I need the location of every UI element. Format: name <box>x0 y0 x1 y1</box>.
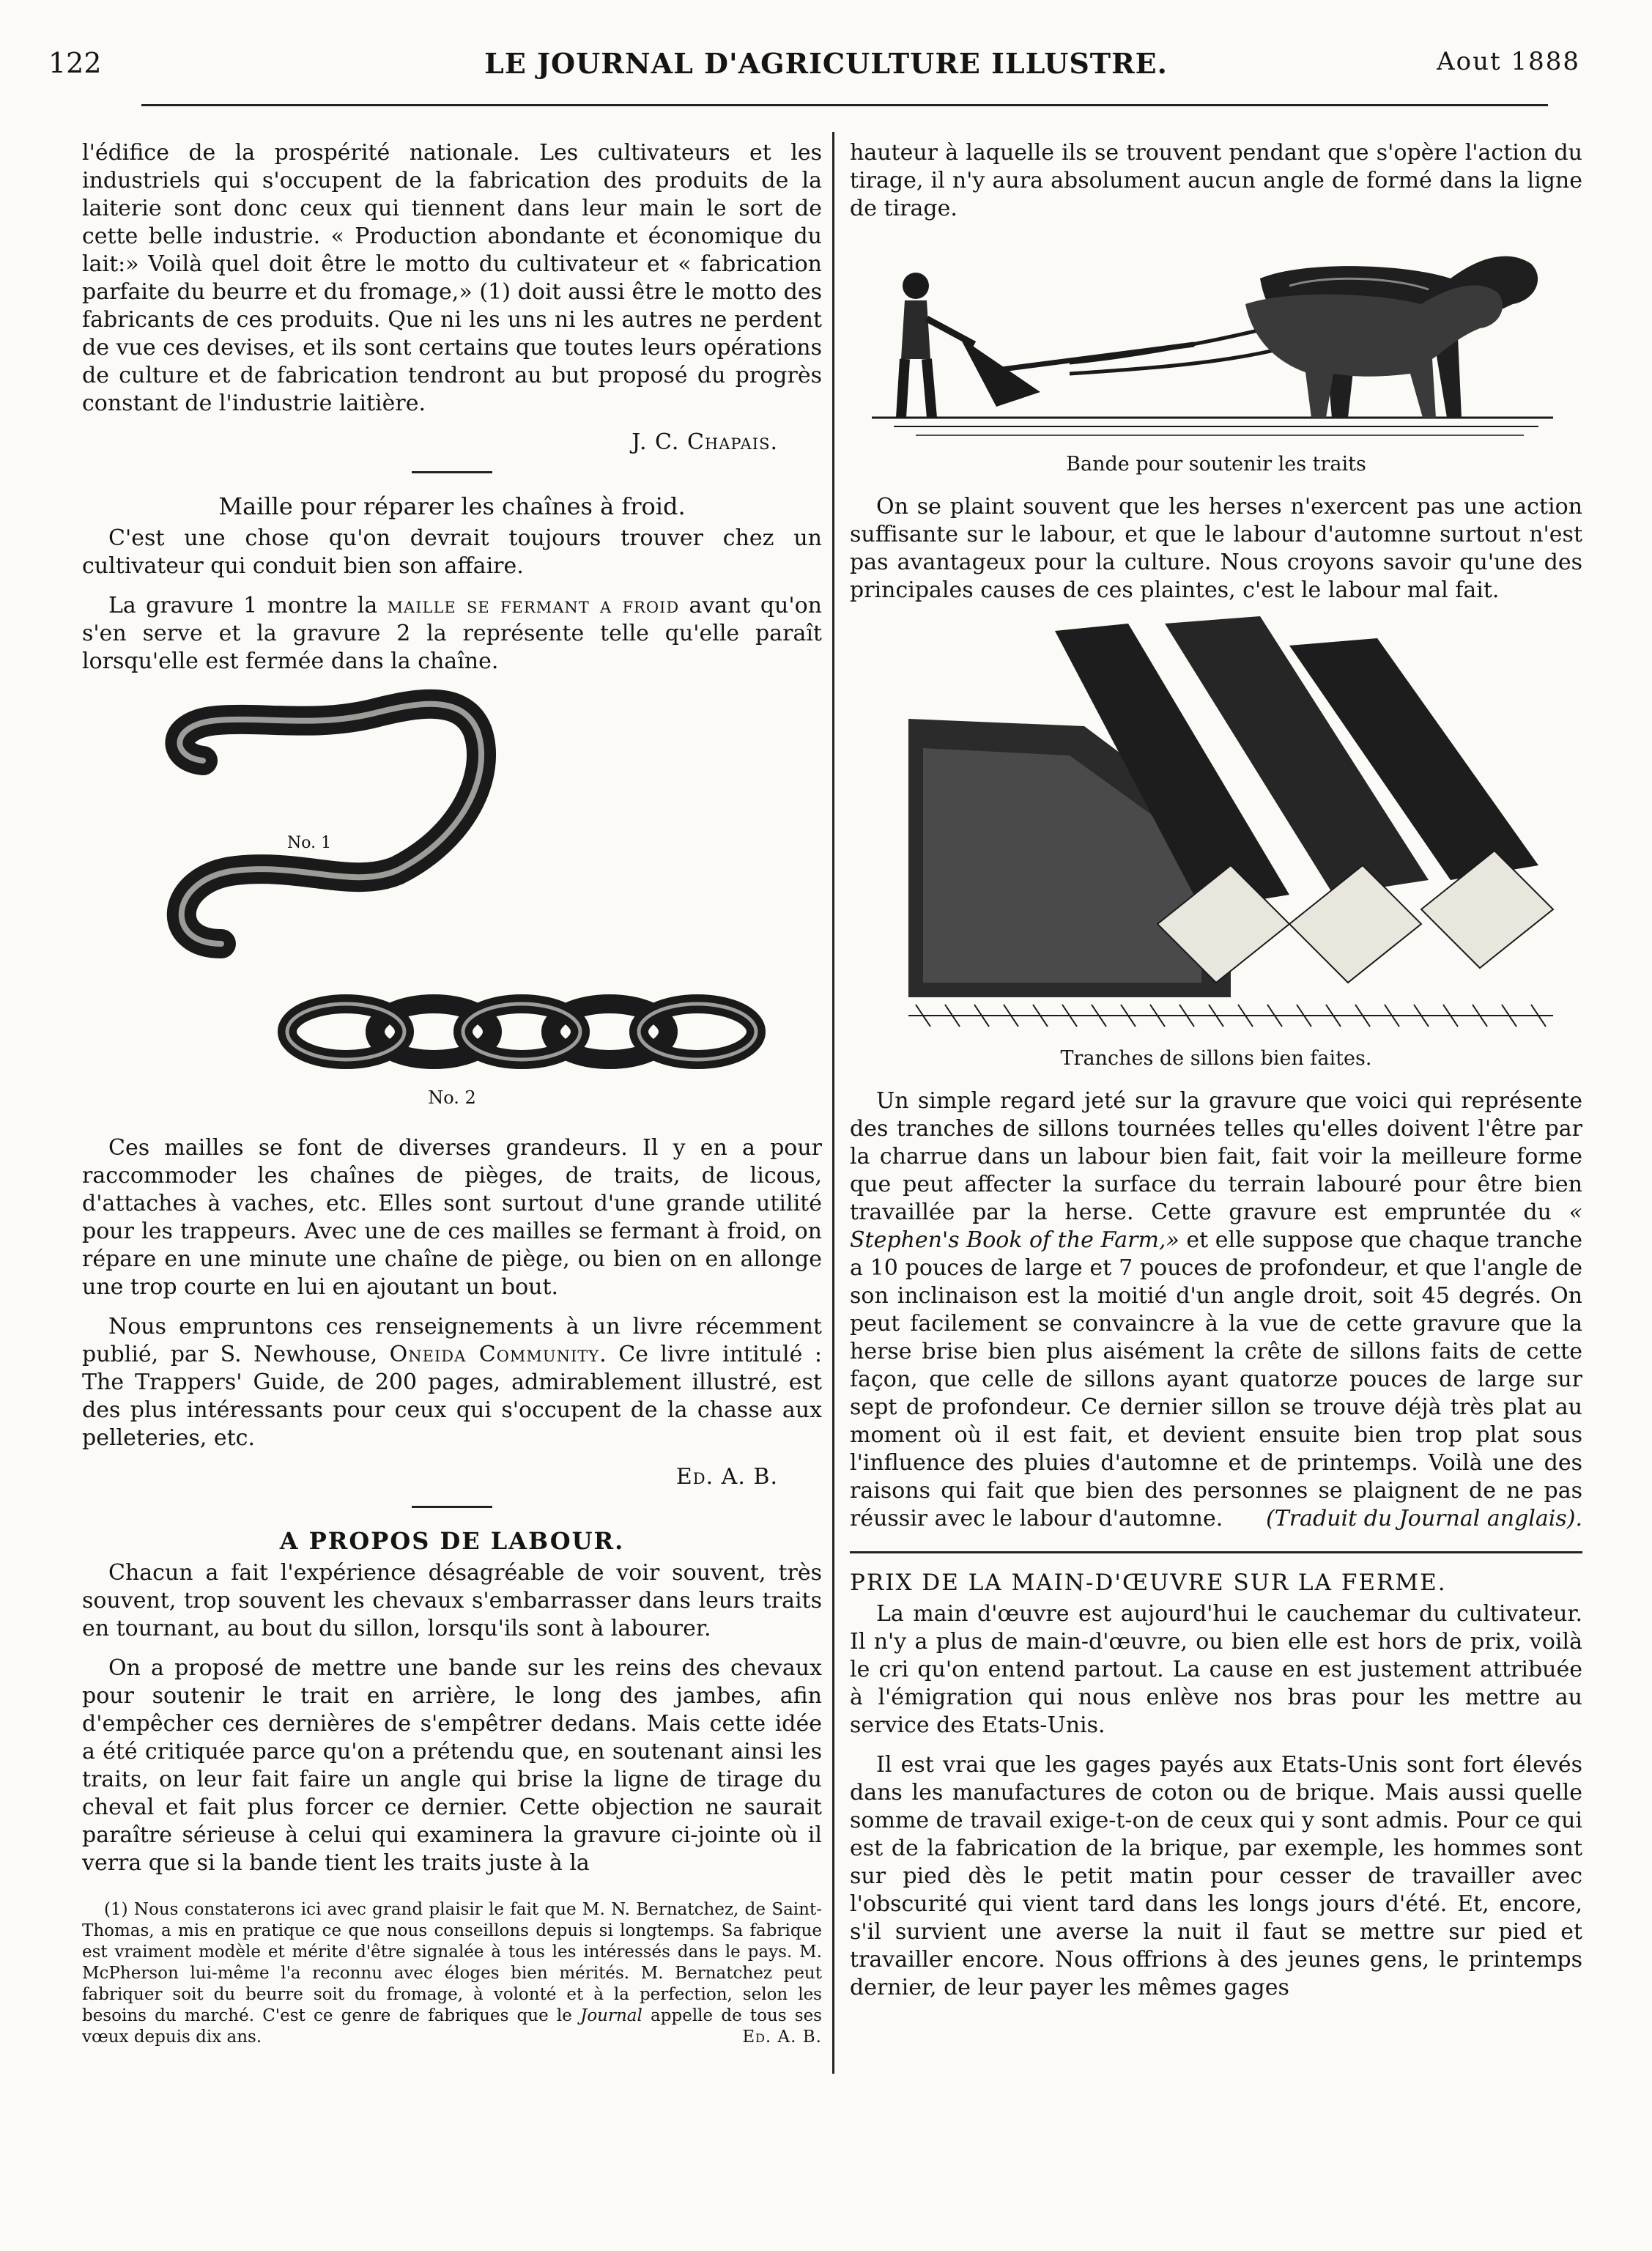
column-divider <box>832 132 834 2074</box>
figure-1-label: No. 1 <box>287 834 332 852</box>
maille-paragraph-3: Ces mailles se font de diverses grandeurs. Il y en a pour raccommoder les chaînes de pièges, de traits, de licous, d'attaches à vaches, etc. Elles sont surtout d'une grande utilité pour les trappeurs. Avec une de ces mailles se fermant à froid, on répare en une minute une chaîne de piège, ou bien on en allonge une trop courte en lui en ajoutant un bout. <box>82 1135 822 1300</box>
plough-horses-illustration <box>850 234 1582 447</box>
page-number: 122 <box>48 47 102 79</box>
section-rule <box>412 471 492 473</box>
furrow-figure-caption: Tranches de sillons bien faites. <box>1060 1047 1372 1070</box>
plough-figure-caption: Bande pour soutenir les traits <box>1066 453 1366 476</box>
figure-chain <box>82 980 822 1083</box>
maille-paragraph-4: Nous empruntons ces renseignements à un livre récemment publié, par S. Newhouse, Oneida Community. Ce livre intitulé : The Trappers' Guide, de 200 pages, admirablement illustré, est des plus intéressants pour ceux qui s'occupent de la chasse aux pelleteries, etc. <box>82 1314 822 1451</box>
section-rule-long <box>850 1551 1582 1553</box>
labour-continuation: hauteur à laquelle ils se trouvent pendant que s'opère l'action du tirage, il n'y aura absolument aucun angle de formé dans la ligne de tirage. <box>850 140 1582 221</box>
figure-2-label: No. 2 <box>428 1087 476 1108</box>
labour-paragraph-4: Un simple regard jeté sur la gravure que voici qui représente des tranches de sillons tournées telles qu'elles doivent l'être par la charrue dans un labour bien fait, fait voir la meilleure forme que peut affecter la surface du terrain labouré pour être bien travaillée par la herse. Cette gravure est empruntée du « Stephen's Book of the Farm,» et elle suppose que chaque tranche a 10 pouces de large et 7 pouces de profondeur, et que l'angle de son inclinaison est la moitié d'un angle droit, soit 45 degrés. On peut facilement se convaincre à la vue de cette gravure que la herse brise bien plus aisément la crête de sillons faits de cette façon, que celle de sillons ayant quatorze pouces de large sur sept de profondeur. Ce dernier sillon se trouve déjà très plat au moment où il est fait, et devient ensuite bien trop plat sous l'influence des pluies d'automne et de printemps. Voilà une des raisons qui fait que bien des personnes se plaignent de ne pas réussir avec le labour d'automne. (Traduit du Journal anglais). <box>850 1088 1582 1531</box>
section-rule <box>412 1506 492 1508</box>
article-title-maille: Maille pour réparer les chaînes à froid. <box>218 492 686 520</box>
prix-paragraph-1: La main d'œuvre est aujourd'hui le cauchemar du cultivateur. Il n'y a plus de main-d'œuvre, ou bien elle est hors de prix, voilà le cri qu'on entend partout. La cause en est justement attribuée à l'émigration qui nous enlève nos bras pour les mettre au service des Etats-Unis. <box>850 1601 1582 1738</box>
closed-chain-illustration <box>82 980 822 1083</box>
footnote <box>82 1899 822 2048</box>
furrow-slices-illustration <box>850 616 1582 1041</box>
signature-ed-ab: Ed. A. B. <box>675 1464 778 1490</box>
intro-paragraph: l'édifice de la prospérité nationale. Les cultivateurs et les industriels qui s'occupent de la fabrication des produits de la laiterie sont donc ceux qui tiennent dans leur main le sort de cette belle industrie. « Production abondante et économique du lait:» Voilà quel doit être le motto du cultivateur et « fabrication parfaite du beurre et du fromage,» (1) doit aussi être le motto des fabricants de ces produits. Que ni les uns ni les autres ne perdent de vue ces devises, et ils sont certains que toutes leurs opérations de culture et de fabrication tendront au but proposé du progrès constant de l'industrie laitière. <box>82 140 822 416</box>
figure-open-link <box>82 687 822 980</box>
footnote-text: (1) Nous constaterons ici avec grand plaisir le fait que M. N. Bernatchez, de Saint-Thomas, a mis en pratique ce que nous conseillons depuis si longtemps. Sa fabrique est vraiment modèle et mérite d'être signalée à tous les intéressés dans le pays. M. McPherson lui-même l'a reconnu avec éloges bien mérités. M. Bernatchez peut fabriquer soit du beurre soit du fromage, à volonté et à la perfection, selon les besoins du marché. C'est ce genre de fabriques que le Journal appelle de tous ses vœux depuis dix ans. Ed. A. B. <box>82 1900 822 2047</box>
labour-paragraph-3: On se plaint souvent que les herses n'exercent pas une action suffisante sur le labour, et que le labour d'automne surtout n'est pas avantageux pour la culture. Nous croyons savoir qu'une des principales causes de ces plaintes, c'est le labour mal fait. <box>850 494 1582 603</box>
prix-paragraph-2: Il est vrai que les gages payés aux Etats-Unis sont fort élevés dans les manufactures de coton ou de brique. Mais aussi quelle somme de travail exige-t-on de ceux qui y sont admis. Pour ce qui est de la fabrication de la brique, par exemple, les hommes sont sur pied dès le petit matin pour cesser de travailler avec l'obscurité qui vient tard dans les longs jours d'été. Et, encore, s'il survient une averse la nuit il faut se mettre sur pied et travailler encore. Nous offrions à des jeunes gens, le printemps dernier, de leur payer les mêmes gages <box>850 1752 1582 2000</box>
labour-paragraph-1: Chacun a fait l'expérience désagréable de voir souvent, très souvent, trop souvent les chevaux s'embarrasser dans leurs traits en tournant, au bout du sillon, lorsqu'ils sont à labourer. <box>82 1560 822 1641</box>
signature-chapais: J. C. Chapais. <box>631 429 778 455</box>
page-header <box>0 47 1652 91</box>
article-title-labour: A PROPOS DE LABOUR. <box>279 1527 625 1555</box>
labour-paragraph-2: On a proposé de mettre une bande sur les reins des chevaux pour soutenir le trait en arrière, le long des jambes, afin d'empêcher ces dernières de s'empêtrer dedans. Mais cette idée a été critiquée parce qu'on a prétendu que, en soutenant ainsi les traits, on leur fait faire un angle qui brise la ligne de tirage du cheval et fait plus forcer ce dernier. Cette objection ne saurait paraître sérieuse à celui qui examinera la gravure ci-jointe où il verra que si la bande tient les traits juste à la <box>82 1655 822 1876</box>
article-title-prix: PRIX DE LA MAIN-D'ŒUVRE SUR LA FERME. <box>850 1570 1447 1596</box>
figure-furrows <box>850 616 1582 1041</box>
issue-date: Aout 1888 <box>1437 47 1580 76</box>
header-rule <box>141 104 1548 106</box>
left-column <box>82 139 822 2060</box>
journal-title: LE JOURNAL D'AGRICULTURE ILLUSTRE. <box>484 47 1168 80</box>
maille-paragraph-1: C'est une chose qu'on devrait toujours trouver chez un cultivateur qui conduit bien son affaire. <box>82 525 822 579</box>
right-column <box>850 139 1582 2014</box>
open-link-illustration <box>82 687 822 980</box>
maille-paragraph-2: La gravure 1 montre la maille se fermant a froid avant qu'on s'en serve et la gravure 2 la représente telle qu'elle paraît lorsqu'elle est fermée dans la chaîne. <box>82 593 823 674</box>
figure-plough <box>850 234 1582 447</box>
